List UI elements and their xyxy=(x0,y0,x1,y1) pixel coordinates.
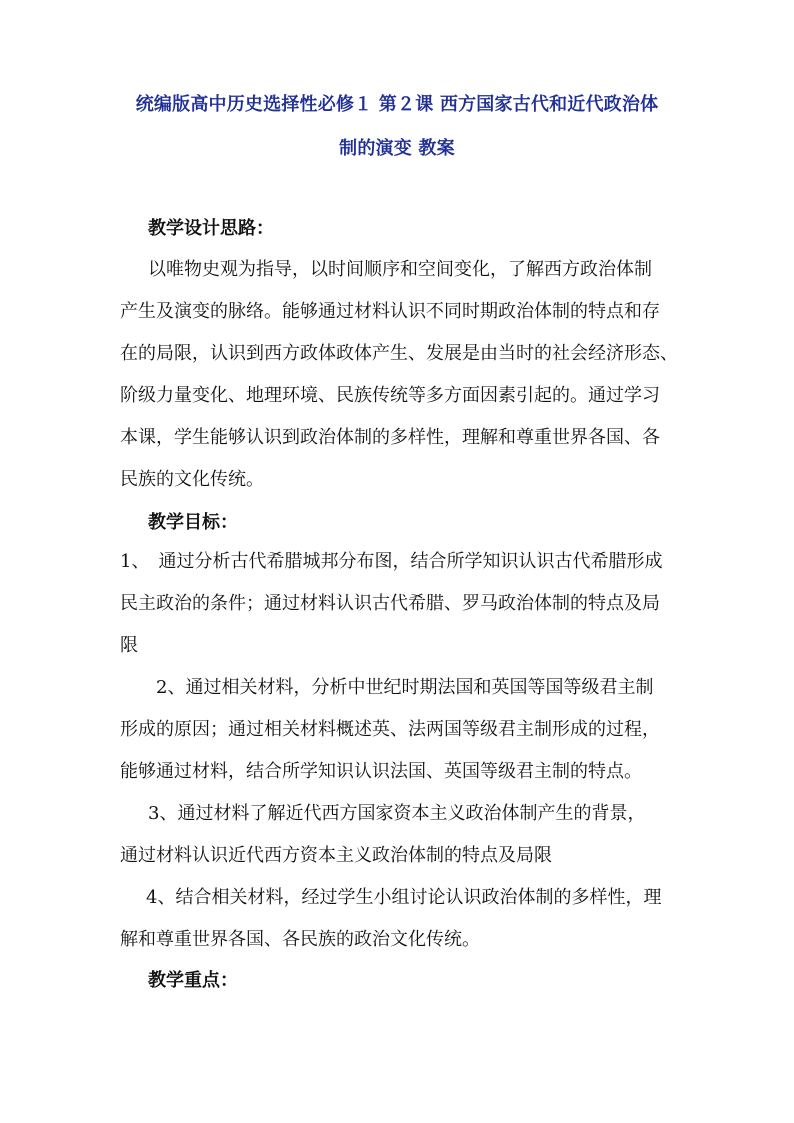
paragraph-line: 以唯物史观为指导，以时间顺序和空间变化，了解西方政治体制 xyxy=(148,259,652,280)
section-heading-design-approach: 教学设计思路： xyxy=(148,218,274,239)
paragraph-line: 形成的原因；通过相关材料概述英、法两国等级君主制形成的过程， xyxy=(120,719,660,740)
paragraph-line: 阶级力量变化、地理环境、民族传统等多方面因素引起的。通过学习 xyxy=(120,385,660,406)
section-heading-teaching-focus: 教学重点： xyxy=(148,970,238,991)
paragraph-line: 民族的文化传统。 xyxy=(120,469,264,490)
paragraph-line: 民主政治的条件；通过材料认识古代希腊、罗马政治体制的特点及局 xyxy=(120,593,660,614)
paragraph-line: 2、通过相关材料，分析中世纪时期法国和英国等国等级君主制 xyxy=(156,677,654,698)
paragraph-line: 1、 通过分析古代希腊城邦分布图，结合所学知识认识古代希腊形成 xyxy=(120,551,663,572)
document-title-line-1: 统编版高中历史选择性必修１ 第２课 西方国家古代和近代政治体 xyxy=(135,94,659,115)
paragraph-line: 能够通过材料，结合所学知识认识法国、英国等级君主制的特点。 xyxy=(120,761,642,782)
paragraph-line: 限 xyxy=(120,635,138,656)
paragraph-line: 产生及演变的脉络。能够通过材料认识不同时期政治体制的特点和存 xyxy=(120,301,660,322)
section-heading-teaching-goals: 教学目标： xyxy=(148,512,238,533)
paragraph-line: 在的局限，认识到西方政体政体产生、发展是由当时的社会经济形态、 xyxy=(120,343,678,364)
paragraph-line: 通过材料认识近代西方资本主义政治体制的特点及局限 xyxy=(120,845,552,866)
paragraph-line: 3、通过材料了解近代西方国家资本主义政治体制产生的背景， xyxy=(148,803,646,824)
paragraph-line: 解和尊重世界各国、各民族的政治文化传统。 xyxy=(120,929,480,950)
paragraph-line: 本课，学生能够认识到政治体制的多样性，理解和尊重世界各国、各 xyxy=(120,427,660,448)
document-title-line-2: 制的演变 教案 xyxy=(339,138,455,159)
paragraph-line: 4、结合相关材料，经过学生小组讨论认识政治体制的多样性，理 xyxy=(146,887,662,908)
